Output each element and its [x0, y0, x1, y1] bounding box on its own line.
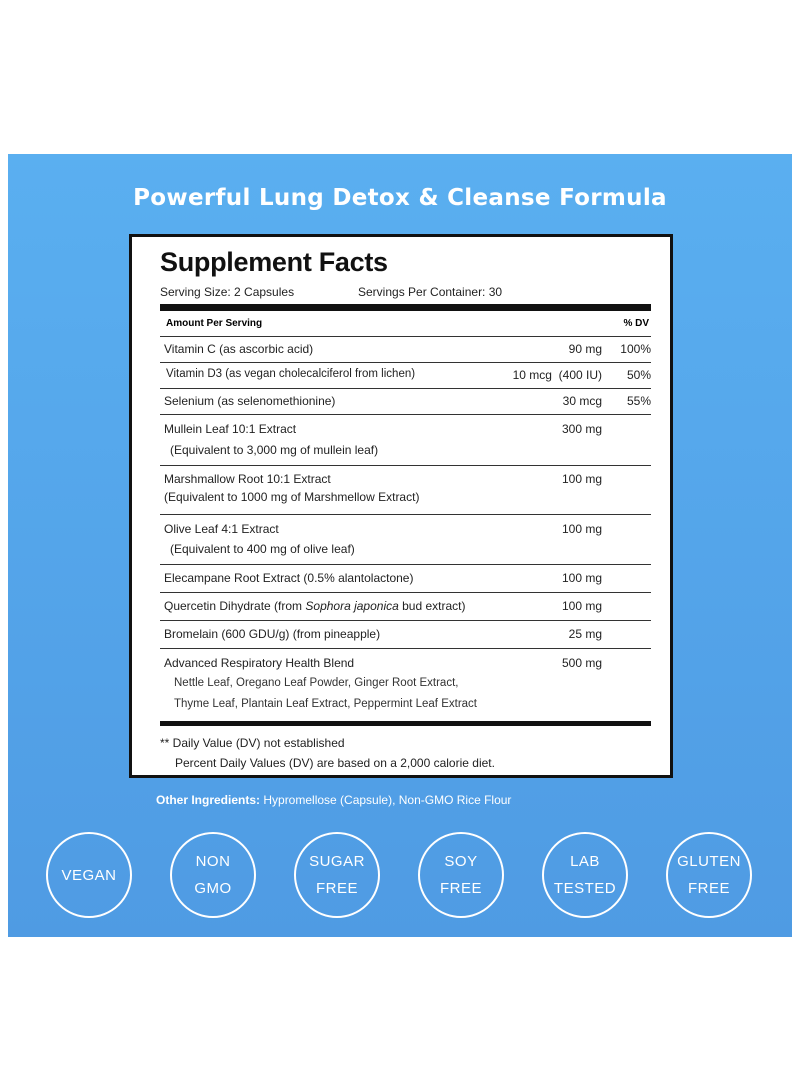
- badge-lab-tested: [542, 832, 628, 918]
- row-dv: 100%: [620, 342, 651, 356]
- badge-label: VEGAN: [61, 866, 117, 884]
- header-amount: Amount Per Serving: [166, 318, 263, 329]
- row-amount: 100 mg: [561, 599, 602, 613]
- table-row: [160, 593, 651, 621]
- row-amount: 100 mg: [561, 472, 602, 486]
- badge-label: LAB TESTED: [553, 853, 617, 897]
- row-sub-line1: Nettle Leaf, Oregano Leaf Powder, Ginger Root Extract,: [174, 677, 459, 689]
- row-name-post: bud extract): [398, 599, 466, 613]
- row-sub-line2: Thyme Leaf, Plantain Leaf Extract, Peppermint Leaf Extract: [174, 698, 477, 710]
- row-amount: 10 mcg (400 IU): [512, 368, 602, 382]
- row-sub: (Equivalent to 1000 mg of Marshmellow Extract): [164, 490, 420, 504]
- badge-label: SUGAR FREE: [309, 853, 365, 897]
- row-amount: 30 mcg: [562, 394, 602, 408]
- row-dv: 55%: [626, 394, 651, 408]
- headline: Powerful Lung Detox & Cleanse Formula: [133, 185, 667, 211]
- footnote-daily-values: Percent Daily Values (DV) are based on a 2,000 calorie diet.: [175, 756, 495, 770]
- table-row: [160, 389, 651, 415]
- table-row: [160, 415, 651, 466]
- row-name: Advanced Respiratory Health Blend: [164, 656, 355, 670]
- row-amount: 25 mg: [568, 627, 602, 641]
- serving-info: [160, 281, 651, 303]
- table-row: [160, 515, 651, 565]
- row-amount: 90 mg: [568, 342, 602, 356]
- other-ingredients-label: Other Ingredients:: [156, 793, 261, 807]
- row-name: Bromelain (600 GDU/g) (from pineapple): [164, 627, 381, 641]
- badge-label: NON GMO: [194, 853, 232, 897]
- servings-per-container: Servings Per Container: 30: [358, 285, 503, 299]
- header-dv: % DV: [623, 318, 649, 329]
- serving-size: Serving Size: 2 Capsules: [160, 285, 295, 299]
- table-row: [160, 565, 651, 593]
- row-amount: 100 mg: [561, 571, 602, 585]
- row-name: Marshmallow Root 10:1 Extract: [164, 472, 331, 486]
- row-name-italic: Sophora japonica: [305, 599, 399, 613]
- row-name: Vitamin C (as ascorbic acid): [164, 342, 314, 356]
- footnotes: [160, 726, 651, 770]
- badge-label: SOY FREE: [439, 853, 482, 897]
- thick-rule: [160, 304, 651, 311]
- other-ingredients: [156, 793, 511, 807]
- other-ingredients-value: Hypromellose (Capsule), Non-GMO Rice Flour: [260, 793, 512, 807]
- row-sub: (Equivalent to 3,000 mg of mullein leaf): [170, 443, 379, 457]
- table-row: [160, 363, 651, 389]
- badge-gluten-free: [666, 832, 752, 918]
- row-sub: (Equivalent to 400 mg of olive leaf): [170, 542, 355, 556]
- table-row: [160, 621, 651, 649]
- row-amount: 100 mg: [561, 522, 602, 536]
- row-name: Mullein Leaf 10:1 Extract: [164, 422, 297, 436]
- row-name: Olive Leaf 4:1 Extract: [164, 522, 279, 536]
- row-amount: 500 mg: [561, 656, 602, 670]
- row-name-pre: Quercetin Dihydrate (from: [164, 599, 306, 613]
- row-dv: 50%: [626, 368, 651, 382]
- column-header: [160, 311, 651, 337]
- table-row: [160, 337, 651, 363]
- table-row: [160, 649, 651, 721]
- row-name: Vitamin D3 (as vegan cholecalciferol from lichen): [166, 368, 416, 380]
- badge-non-gmo: [170, 832, 256, 918]
- table-row: [160, 466, 651, 515]
- row-name: Elecampane Root Extract (0.5% alantolactone): [164, 571, 414, 585]
- row-amount: 300 mg: [561, 422, 602, 436]
- facts-title: Supplement Facts: [160, 247, 388, 277]
- badge-sugar-free: [294, 832, 380, 918]
- footnote-dv-not-established: ** Daily Value (DV) not established: [160, 736, 345, 750]
- badge-vegan: [46, 832, 132, 918]
- badge-label: GLUTEN FREE: [677, 853, 741, 897]
- row-name: [164, 599, 466, 613]
- row-name: Selenium (as selenomethionine): [164, 394, 336, 408]
- badge-soy-free: [418, 832, 504, 918]
- supplement-facts-label: [129, 234, 673, 778]
